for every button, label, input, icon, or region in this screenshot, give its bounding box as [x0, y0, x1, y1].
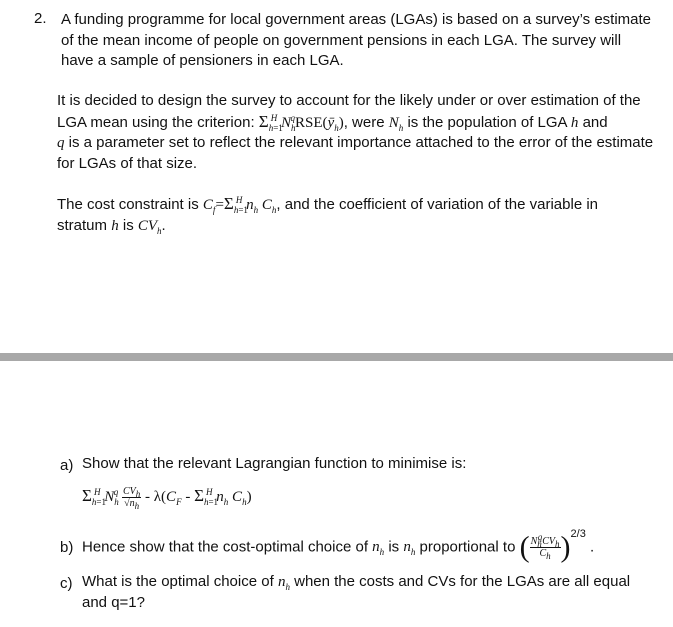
- right-paren: ): [560, 530, 571, 564]
- part-c-line-2: and q=1?: [82, 593, 145, 611]
- cost-constraint-paragraph: [57, 194, 657, 236]
- var-n-h-b2: $n_h$: [403, 539, 416, 558]
- para3-line-1: [57, 194, 657, 216]
- part-c-line-1: [82, 572, 630, 593]
- intro-line-2: of the mean income of people on government pensions in each LGA. The survey will: [61, 31, 622, 49]
- part-c-text: [82, 572, 630, 613]
- var-h-2: h: [111, 217, 119, 234]
- criterion-formula: $\Sigma_{h=1}^H$ $N_h^qRSE(ȳ_h)$: [258, 111, 344, 133]
- part-b-label: b): [60, 539, 74, 556]
- criterion-paragraph: [57, 91, 657, 174]
- var-CV-h: $CV_h$: [137, 217, 162, 236]
- para3-line-2-pre: stratum: [57, 216, 108, 234]
- para3-line-2-mid: is: [122, 216, 134, 234]
- var-h: h: [570, 114, 579, 131]
- lagrangian-formula: $\Sigma_{h=1}^H$ $N_h^q$ $\frac{CV_h}{√n_h}$ - $\lambda(C_F - \Sigma_{h=1}^H$ $n_h$ $C_h$): [82, 486, 252, 512]
- intro-line-3: have a sample of pensioners in each LGA.: [61, 52, 344, 69]
- para2-line-1: It is decided to design the survey to account for the likely under or over estimation of the: [57, 92, 641, 109]
- part-b-text: Hence show that the cost-optimal choice of $n_h$ is $n_h$ proportional to ( $\frac{N_h^qCV_h}{C_h}$ )$^{2/3}$ .: [82, 528, 595, 564]
- var-n-h-b1: $n_h$: [372, 539, 385, 558]
- proportional-fraction: $\frac{N_h^qCV_h}{C_h}$: [530, 531, 560, 561]
- para2-line-3: [57, 133, 657, 154]
- para2-line-2-pre: LGA mean using the criterion:: [57, 113, 255, 131]
- part-a-text: Show that the relevant Lagrangian function to minimise is:: [82, 455, 467, 472]
- section-divider: [0, 353, 673, 361]
- part-c-line-1-post: when the costs and CVs for the LGAs are all equal: [294, 573, 631, 590]
- left-paren: (: [519, 530, 530, 564]
- para2-line-2-tail: is the population of LGA: [407, 113, 567, 131]
- part-b-text-pre: Hence show that the cost-optimal choice of: [82, 538, 368, 556]
- exponent: 2/3: [570, 528, 586, 540]
- part-b-text-post: proportional to: [419, 538, 516, 556]
- cost-formula: $C_f=\Sigma_{h=1}^H$ $n_h$ $C_h$: [202, 194, 277, 215]
- para2-line-2-post: , were: [343, 113, 385, 131]
- var-N-h: $N_h$: [388, 114, 404, 133]
- question-number: 2.: [34, 10, 47, 27]
- para3-line-1-post: , and the coefficient of variation of the variable in: [276, 196, 598, 213]
- cv-over-sqrt-n-fraction: $\frac{CV_h}{√n_h}$: [123, 486, 141, 512]
- var-q: q: [57, 135, 65, 151]
- para2-line-2-end: and: [582, 113, 608, 131]
- part-a-label: a): [60, 457, 74, 474]
- para3-line-2: stratum h is $CV_h$.: [57, 216, 166, 236]
- para2-line-2: [57, 112, 657, 134]
- para3-line-1-pre: The cost constraint is: [57, 196, 199, 213]
- part-c-label: c): [60, 575, 73, 592]
- part-b-text-mid: is: [388, 538, 400, 556]
- var-n-h-c: $n_h$: [277, 574, 290, 592]
- part-c-line-1-pre: What is the optimal choice of: [82, 573, 274, 590]
- para2-line-4: for LGAs of that size.: [57, 154, 198, 172]
- para2-line-3-text: is a parameter set to reflect the relevant importance attached to the error of the estimate: [68, 134, 654, 151]
- question-intro: [61, 10, 651, 72]
- intro-line-1: A funding programme for local government areas (LGAs) is based on a survey’s estimate: [61, 11, 652, 28]
